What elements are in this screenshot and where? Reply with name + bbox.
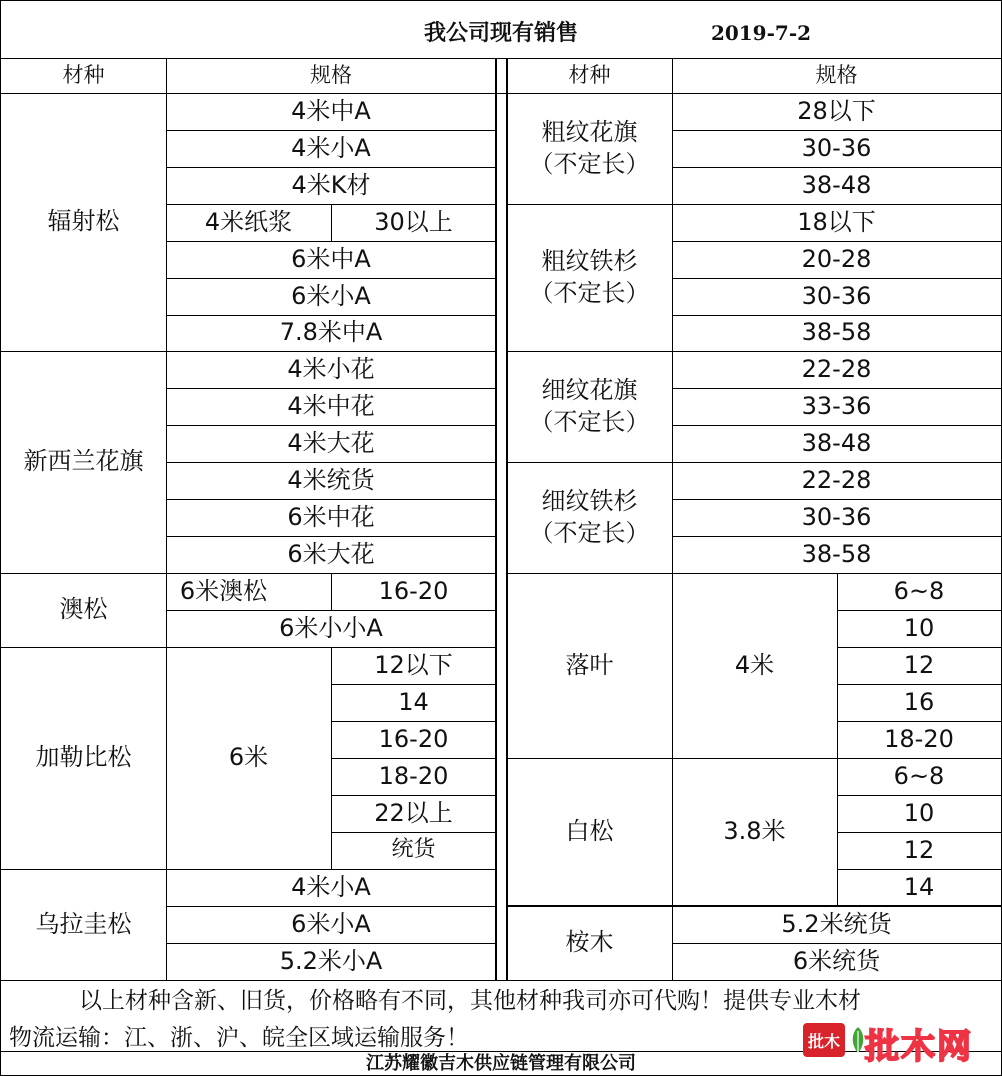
spec-cell: 5.2米统货 xyxy=(781,909,892,938)
divider xyxy=(672,315,1001,316)
spec-cell: 38-48 xyxy=(801,170,872,199)
material-coarse-hemlock xyxy=(507,204,672,351)
divider xyxy=(331,721,496,722)
divider xyxy=(837,684,1001,685)
spec-cell: 4米纸浆 xyxy=(204,207,293,236)
divider xyxy=(166,278,496,279)
divider xyxy=(495,58,497,980)
company-name: 江苏耀徽吉木供应链管理有限公司 xyxy=(366,1052,636,1074)
col-header-right-material: 材种 xyxy=(568,63,611,88)
spec-cell: 6米澳松 xyxy=(179,576,268,605)
divider xyxy=(837,647,1001,648)
spec-cell: 6~8 xyxy=(893,576,945,605)
material-note: （不定长） xyxy=(529,149,650,178)
spec-cell: 4米小花 xyxy=(287,354,375,383)
spec-cell: 18-20 xyxy=(378,761,449,790)
spec-cell: 7.8米中A xyxy=(279,318,383,347)
divider xyxy=(507,573,1001,574)
divider xyxy=(166,388,496,389)
divider xyxy=(166,906,496,907)
spec-cell: 4米统货 xyxy=(287,465,375,494)
material-fine-douglas-fir xyxy=(507,351,672,462)
col-header-left-spec: 规格 xyxy=(310,63,352,88)
col-header-right-spec: 规格 xyxy=(815,63,858,88)
divider xyxy=(166,167,496,168)
divider xyxy=(837,869,1001,870)
spec-cell: 38-48 xyxy=(801,428,872,457)
spec-cell: 6米大花 xyxy=(287,539,375,568)
divider xyxy=(672,499,1001,500)
divider xyxy=(331,832,496,833)
spec-cell: 38-58 xyxy=(801,318,872,347)
divider xyxy=(1,647,496,648)
divider xyxy=(166,610,496,611)
divider xyxy=(331,573,332,610)
spec-cell: 14 xyxy=(903,872,935,901)
note-line-2: 物流运输：江、浙、沪、皖全区域运输服务！ xyxy=(9,1025,469,1051)
divider xyxy=(672,278,1001,279)
material-fine-hemlock xyxy=(507,462,672,573)
spec-cell: 4米中花 xyxy=(287,391,375,420)
divider xyxy=(166,315,496,316)
divider xyxy=(331,647,332,869)
divider xyxy=(166,58,167,980)
divider xyxy=(837,721,1001,722)
sheet-title: 我公司现有销售 xyxy=(423,19,578,46)
spec-cell: 30-36 xyxy=(801,133,872,162)
spec-cell: 22以上 xyxy=(374,798,453,827)
divider xyxy=(672,388,1001,389)
divider xyxy=(166,130,496,131)
length-cell: 6米 xyxy=(228,743,269,772)
material-aus-pine: 澳松 xyxy=(59,595,108,624)
spec-cell: 6米中A xyxy=(291,244,371,273)
material-name: 细纹铁杉 xyxy=(541,487,638,516)
material-larch: 落叶 xyxy=(565,650,614,679)
divider xyxy=(837,610,1001,611)
divider xyxy=(1,869,496,870)
divider xyxy=(331,758,496,759)
length-cell: 4米 xyxy=(734,650,775,679)
divider xyxy=(837,795,1001,796)
spec-cell: 22-28 xyxy=(801,465,872,494)
watermark-logo xyxy=(803,1019,998,1067)
spec-cell: 14 xyxy=(398,687,429,716)
spec-cell: 18-20 xyxy=(884,724,954,753)
divider xyxy=(1,58,1001,59)
spec-cell: 16-20 xyxy=(378,724,449,753)
spec-cell: 18以下 xyxy=(797,207,876,236)
divider xyxy=(837,573,838,906)
divider xyxy=(507,758,1001,759)
spec-cell: 20-28 xyxy=(801,244,872,273)
spec-cell: 33-36 xyxy=(801,391,872,420)
sheet-date: 2019-7-2 xyxy=(710,21,812,45)
divider xyxy=(1,93,1001,94)
divider xyxy=(837,832,1001,833)
note-line-1: 以上材种含新、旧货，价格略有不同，其他材种我司亦可代购！提供专业木材 xyxy=(79,988,861,1014)
divider xyxy=(331,204,332,241)
material-caribbean-pine: 加勒比松 xyxy=(35,743,132,772)
spec-cell: 6米小小A xyxy=(279,613,383,642)
material-uruguay-pine: 乌拉圭松 xyxy=(35,909,132,938)
spec-cell: 6米小A xyxy=(291,281,371,310)
divider xyxy=(672,943,1001,944)
material-nz-douglas-fir: 新西兰花旗 xyxy=(23,447,144,476)
divider xyxy=(166,943,496,944)
divider xyxy=(166,499,496,500)
spec-cell: 12 xyxy=(903,650,935,679)
divider xyxy=(331,684,496,685)
spec-cell: 28以下 xyxy=(797,96,876,125)
spec-cell: 22-28 xyxy=(801,354,872,383)
divider xyxy=(672,167,1001,168)
spec-cell: 30以上 xyxy=(374,207,453,236)
divider xyxy=(506,58,508,980)
spec-cell: 4米小A xyxy=(291,133,371,162)
watermark-text: 批木网 xyxy=(865,1027,973,1067)
material-note: （不定长） xyxy=(529,518,650,547)
divider xyxy=(507,905,1001,907)
spec-cell: 6米统货 xyxy=(792,946,881,975)
col-header-left-material: 材种 xyxy=(62,63,105,88)
material-note: （不定长） xyxy=(529,278,650,307)
material-name: 细纹花旗 xyxy=(541,376,638,405)
spec-cell: 统货 xyxy=(391,837,436,863)
divider xyxy=(1,351,496,352)
material-name: 粗纹铁杉 xyxy=(541,247,638,276)
divider xyxy=(672,130,1001,131)
material-white-pine: 白松 xyxy=(565,817,614,846)
material-coarse-douglas-fir xyxy=(507,93,672,204)
spec-cell: 38-58 xyxy=(801,539,872,568)
spec-cell: 6~8 xyxy=(893,761,945,790)
spec-cell: 16 xyxy=(903,687,935,716)
length-cell: 3.8米 xyxy=(723,817,786,846)
divider xyxy=(1,980,1001,981)
spec-cell: 12 xyxy=(903,835,935,864)
divider xyxy=(166,536,496,537)
divider xyxy=(166,241,496,242)
material-note: （不定长） xyxy=(529,407,650,436)
divider xyxy=(166,462,496,463)
spec-cell: 10 xyxy=(903,798,935,827)
spec-cell: 10 xyxy=(903,613,935,642)
divider xyxy=(1,573,496,574)
spec-cell: 4米大花 xyxy=(287,428,375,457)
spec-cell: 4米K材 xyxy=(291,170,371,199)
spec-cell: 4米中A xyxy=(291,96,371,125)
divider xyxy=(507,462,1001,463)
spec-cell: 30-36 xyxy=(801,502,872,531)
divider xyxy=(507,351,1001,352)
spec-cell: 16-20 xyxy=(378,576,449,605)
divider xyxy=(507,204,1001,205)
spec-cell: 30-36 xyxy=(801,281,872,310)
spec-cell: 4米小A xyxy=(291,872,371,901)
spec-cell: 6米中花 xyxy=(287,502,375,531)
material-name: 粗纹花旗 xyxy=(541,118,638,147)
watermark-badge: 批木 xyxy=(803,1023,845,1057)
divider xyxy=(672,425,1001,426)
divider xyxy=(672,536,1001,537)
material-eucalyptus: 桉木 xyxy=(565,928,614,957)
divider xyxy=(331,795,496,796)
spec-cell: 5.2米小A xyxy=(279,946,383,975)
spec-cell: 6米小A xyxy=(291,909,371,938)
divider xyxy=(672,241,1001,242)
divider xyxy=(166,425,496,426)
divider xyxy=(672,58,673,980)
spec-cell: 12以下 xyxy=(374,650,453,679)
material-radiata: 辐射松 xyxy=(47,207,120,236)
